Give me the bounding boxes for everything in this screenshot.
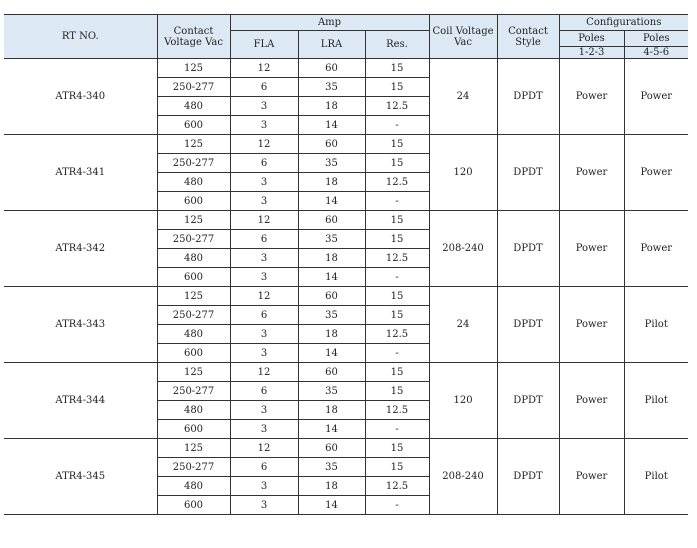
fla-cell: 3 [230,268,298,287]
lra-cell: 60 [298,59,365,78]
lra-cell: 18 [298,401,365,420]
table-row [4,59,688,78]
res-cell: 12.5 [365,325,429,344]
fla-cell: 12 [230,439,298,458]
coil-voltage-cell: 208-240 [429,439,497,515]
fla-cell: 6 [230,458,298,477]
contact-voltage-cell: 480 [157,401,230,420]
poles-123-cell: Power [559,287,624,363]
poles-456-cell: Pilot [624,439,688,515]
header-poles-b-range: 4-5-6 [624,47,688,59]
lra-cell: 18 [298,97,365,116]
fla-cell: 3 [230,325,298,344]
res-cell: 15 [365,363,429,382]
contact-voltage-cell: 125 [157,135,230,154]
coil-voltage-cell: 120 [429,363,497,439]
res-cell: 12.5 [365,401,429,420]
rt-no-cell: ATR4-341 [4,135,157,211]
poles-123-cell: Power [559,211,624,287]
lra-cell: 60 [298,135,365,154]
table-row [4,211,688,230]
lra-cell: 14 [298,192,365,211]
lra-cell: 18 [298,173,365,192]
lra-cell: 14 [298,344,365,363]
table-row [4,439,688,458]
fla-cell: 3 [230,401,298,420]
table-row [4,135,688,154]
res-cell: 15 [365,382,429,401]
contact-voltage-cell: 250-277 [157,78,230,97]
res-cell: - [365,420,429,439]
lra-cell: 60 [298,439,365,458]
contact-voltage-cell: 480 [157,173,230,192]
contact-voltage-cell: 125 [157,363,230,382]
fla-cell: 12 [230,135,298,154]
contact-voltage-cell: 480 [157,325,230,344]
poles-123-cell: Power [559,59,624,135]
fla-cell: 3 [230,173,298,192]
header-poles-a-range: 1-2-3 [559,47,624,59]
contact-voltage-cell: 600 [157,116,230,135]
contact-voltage-cell: 125 [157,59,230,78]
res-cell: 12.5 [365,173,429,192]
header-amp: Amp [230,15,429,31]
header-contact-style: Contact Style [497,15,559,59]
fla-cell: 3 [230,496,298,515]
header-fla: FLA [230,31,298,59]
res-cell: 15 [365,211,429,230]
coil-voltage-cell: 120 [429,135,497,211]
fla-cell: 3 [230,420,298,439]
lra-cell: 60 [298,211,365,230]
contact-voltage-cell: 600 [157,344,230,363]
contact-voltage-cell: 600 [157,192,230,211]
table-header [4,15,688,59]
coil-voltage-cell: 24 [429,287,497,363]
fla-cell: 3 [230,344,298,363]
fla-cell: 3 [230,477,298,496]
lra-cell: 18 [298,249,365,268]
rt-no-cell: ATR4-342 [4,211,157,287]
table-row [4,363,688,382]
poles-123-cell: Power [559,363,624,439]
res-cell: 15 [365,154,429,173]
fla-cell: 6 [230,382,298,401]
res-cell: - [365,192,429,211]
lra-cell: 35 [298,78,365,97]
table-row [4,287,688,306]
header-coil-voltage: Coil Voltage Vac [429,15,497,59]
contact-voltage-cell: 480 [157,97,230,116]
contact-style-cell: DPDT [497,135,559,211]
fla-cell: 6 [230,230,298,249]
lra-cell: 14 [298,496,365,515]
contact-voltage-cell: 125 [157,287,230,306]
res-cell: 15 [365,306,429,325]
poles-456-cell: Power [624,59,688,135]
header-poles-a: Poles [559,31,624,47]
table-body [4,59,688,515]
lra-cell: 18 [298,477,365,496]
res-cell: - [365,116,429,135]
contact-voltage-cell: 600 [157,268,230,287]
rt-no-cell: ATR4-343 [4,287,157,363]
lra-cell: 14 [298,116,365,135]
contact-style-cell: DPDT [497,287,559,363]
fla-cell: 12 [230,287,298,306]
header-rt-no: RT NO. [4,15,157,59]
contact-style-cell: DPDT [497,363,559,439]
lra-cell: 60 [298,363,365,382]
contact-voltage-cell: 125 [157,439,230,458]
lra-cell: 14 [298,268,365,287]
poles-123-cell: Power [559,135,624,211]
fla-cell: 12 [230,211,298,230]
lra-cell: 35 [298,458,365,477]
contact-voltage-cell: 250-277 [157,306,230,325]
res-cell: 12.5 [365,249,429,268]
lra-cell: 35 [298,154,365,173]
contact-style-cell: DPDT [497,439,559,515]
fla-cell: 6 [230,154,298,173]
res-cell: 12.5 [365,97,429,116]
res-cell: - [365,344,429,363]
fla-cell: 12 [230,59,298,78]
fla-cell: 3 [230,249,298,268]
poles-456-cell: Power [624,135,688,211]
res-cell: 15 [365,458,429,477]
lra-cell: 35 [298,306,365,325]
contact-voltage-cell: 125 [157,211,230,230]
lra-cell: 35 [298,382,365,401]
lra-cell: 60 [298,287,365,306]
rt-no-cell: ATR4-340 [4,59,157,135]
contact-style-cell: DPDT [497,211,559,287]
res-cell: 15 [365,59,429,78]
header-res: Res. [365,31,429,59]
contact-voltage-cell: 250-277 [157,230,230,249]
header-configurations: Configurations [559,15,688,31]
poles-123-cell: Power [559,439,624,515]
res-cell: 15 [365,287,429,306]
lra-cell: 35 [298,230,365,249]
contact-style-cell: DPDT [497,59,559,135]
res-cell: - [365,268,429,287]
lra-cell: 14 [298,420,365,439]
coil-voltage-cell: 208-240 [429,211,497,287]
poles-456-cell: Pilot [624,363,688,439]
res-cell: 15 [365,230,429,249]
fla-cell: 6 [230,306,298,325]
rt-no-cell: ATR4-345 [4,439,157,515]
fla-cell: 3 [230,192,298,211]
header-poles-b: Poles [624,31,688,47]
fla-cell: 3 [230,116,298,135]
coil-voltage-cell: 24 [429,59,497,135]
relay-spec-table [4,14,688,515]
res-cell: 12.5 [365,477,429,496]
fla-cell: 6 [230,78,298,97]
contact-voltage-cell: 480 [157,477,230,496]
poles-456-cell: Power [624,211,688,287]
res-cell: 15 [365,78,429,97]
poles-456-cell: Pilot [624,287,688,363]
res-cell: 15 [365,439,429,458]
contact-voltage-cell: 480 [157,249,230,268]
header-contact-voltage: Contact Voltage Vac [157,15,230,59]
header-lra: LRA [298,31,365,59]
contact-voltage-cell: 600 [157,496,230,515]
contact-voltage-cell: 600 [157,420,230,439]
res-cell: - [365,496,429,515]
res-cell: 15 [365,135,429,154]
fla-cell: 12 [230,363,298,382]
contact-voltage-cell: 250-277 [157,154,230,173]
rt-no-cell: ATR4-344 [4,363,157,439]
contact-voltage-cell: 250-277 [157,458,230,477]
contact-voltage-cell: 250-277 [157,382,230,401]
fla-cell: 3 [230,97,298,116]
lra-cell: 18 [298,325,365,344]
